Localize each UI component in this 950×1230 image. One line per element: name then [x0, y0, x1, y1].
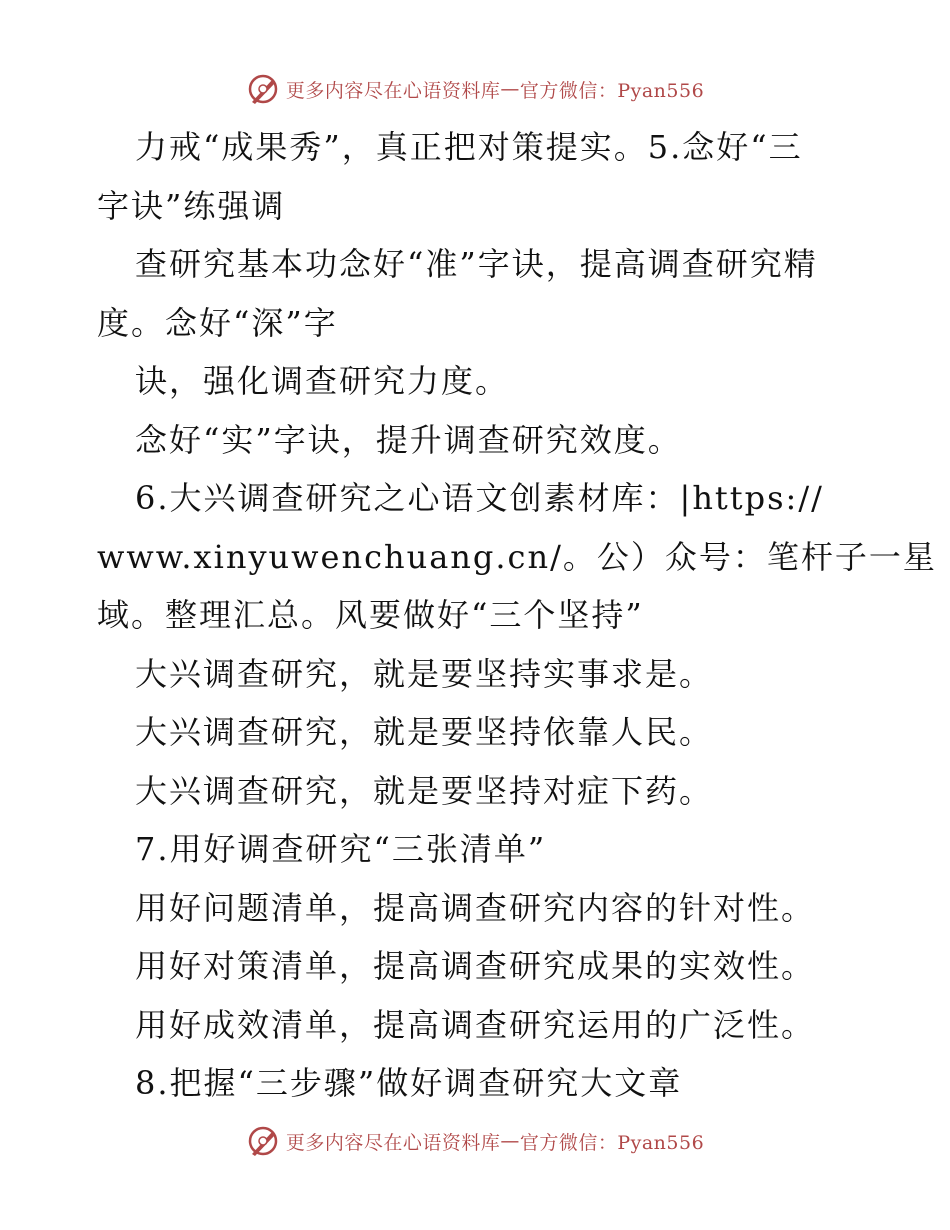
- pen-logo-icon: [246, 1124, 280, 1158]
- text-line: 念好“实”字诀，提升调查研究效度。: [135, 420, 682, 459]
- text-line: www.xinyuwenchuang.cn/。公）众号：笔杆子一星: [97, 537, 937, 576]
- text-line: 8.把握“三步骤”做好调查研究大文章: [135, 1064, 683, 1102]
- watermark-wechat-text: 官方微信：Pyan556: [519, 79, 705, 102]
- header-watermark: [0, 72, 950, 106]
- text-line: 诀，强化调查研究力度。: [135, 362, 510, 400]
- text-line: 大兴调查研究，就是要坚持对症下药。: [135, 771, 714, 810]
- watermark-main-text: 更多内容尽在心语资料库: [285, 79, 501, 102]
- watermark-wechat-text: 官方微信：Pyan556: [519, 1131, 705, 1154]
- text-line: 域。整理汇总。风要做好“三个坚持”: [97, 596, 644, 634]
- document-body: [97, 118, 937, 1113]
- text-line: 6.大兴调查研究之心语文创素材库：|https://: [135, 479, 824, 517]
- footer-watermark: [0, 1124, 950, 1158]
- text-line: 7.用好调查研究“三张清单”: [135, 830, 547, 868]
- text-line: 大兴调查研究，就是要坚持实事求是。: [135, 654, 714, 693]
- text-line: 度。念好“深”字: [97, 303, 338, 342]
- text-line: 力戒“成果秀”，真正把对策提实。5.念好“三: [135, 128, 803, 166]
- watermark-dash: —: [500, 1130, 520, 1152]
- text-line: 用好问题清单，提高调查研究内容的针对性。: [135, 888, 816, 927]
- text-line: 字诀”练强调: [97, 186, 286, 225]
- text-line: 大兴调查研究，就是要坚持依靠人民。: [135, 713, 714, 751]
- text-line: 查研究基本功念好“准”字诀，提高调查研究精: [135, 245, 818, 283]
- text-line: 用好成效清单，提高调查研究运用的广泛性。: [135, 1005, 816, 1044]
- text-line: 用好对策清单，提高调查研究成果的实效性。: [135, 947, 816, 985]
- pen-logo-icon: [246, 72, 280, 106]
- watermark-main-text: 更多内容尽在心语资料库: [285, 1131, 501, 1154]
- watermark-dash: —: [500, 78, 520, 100]
